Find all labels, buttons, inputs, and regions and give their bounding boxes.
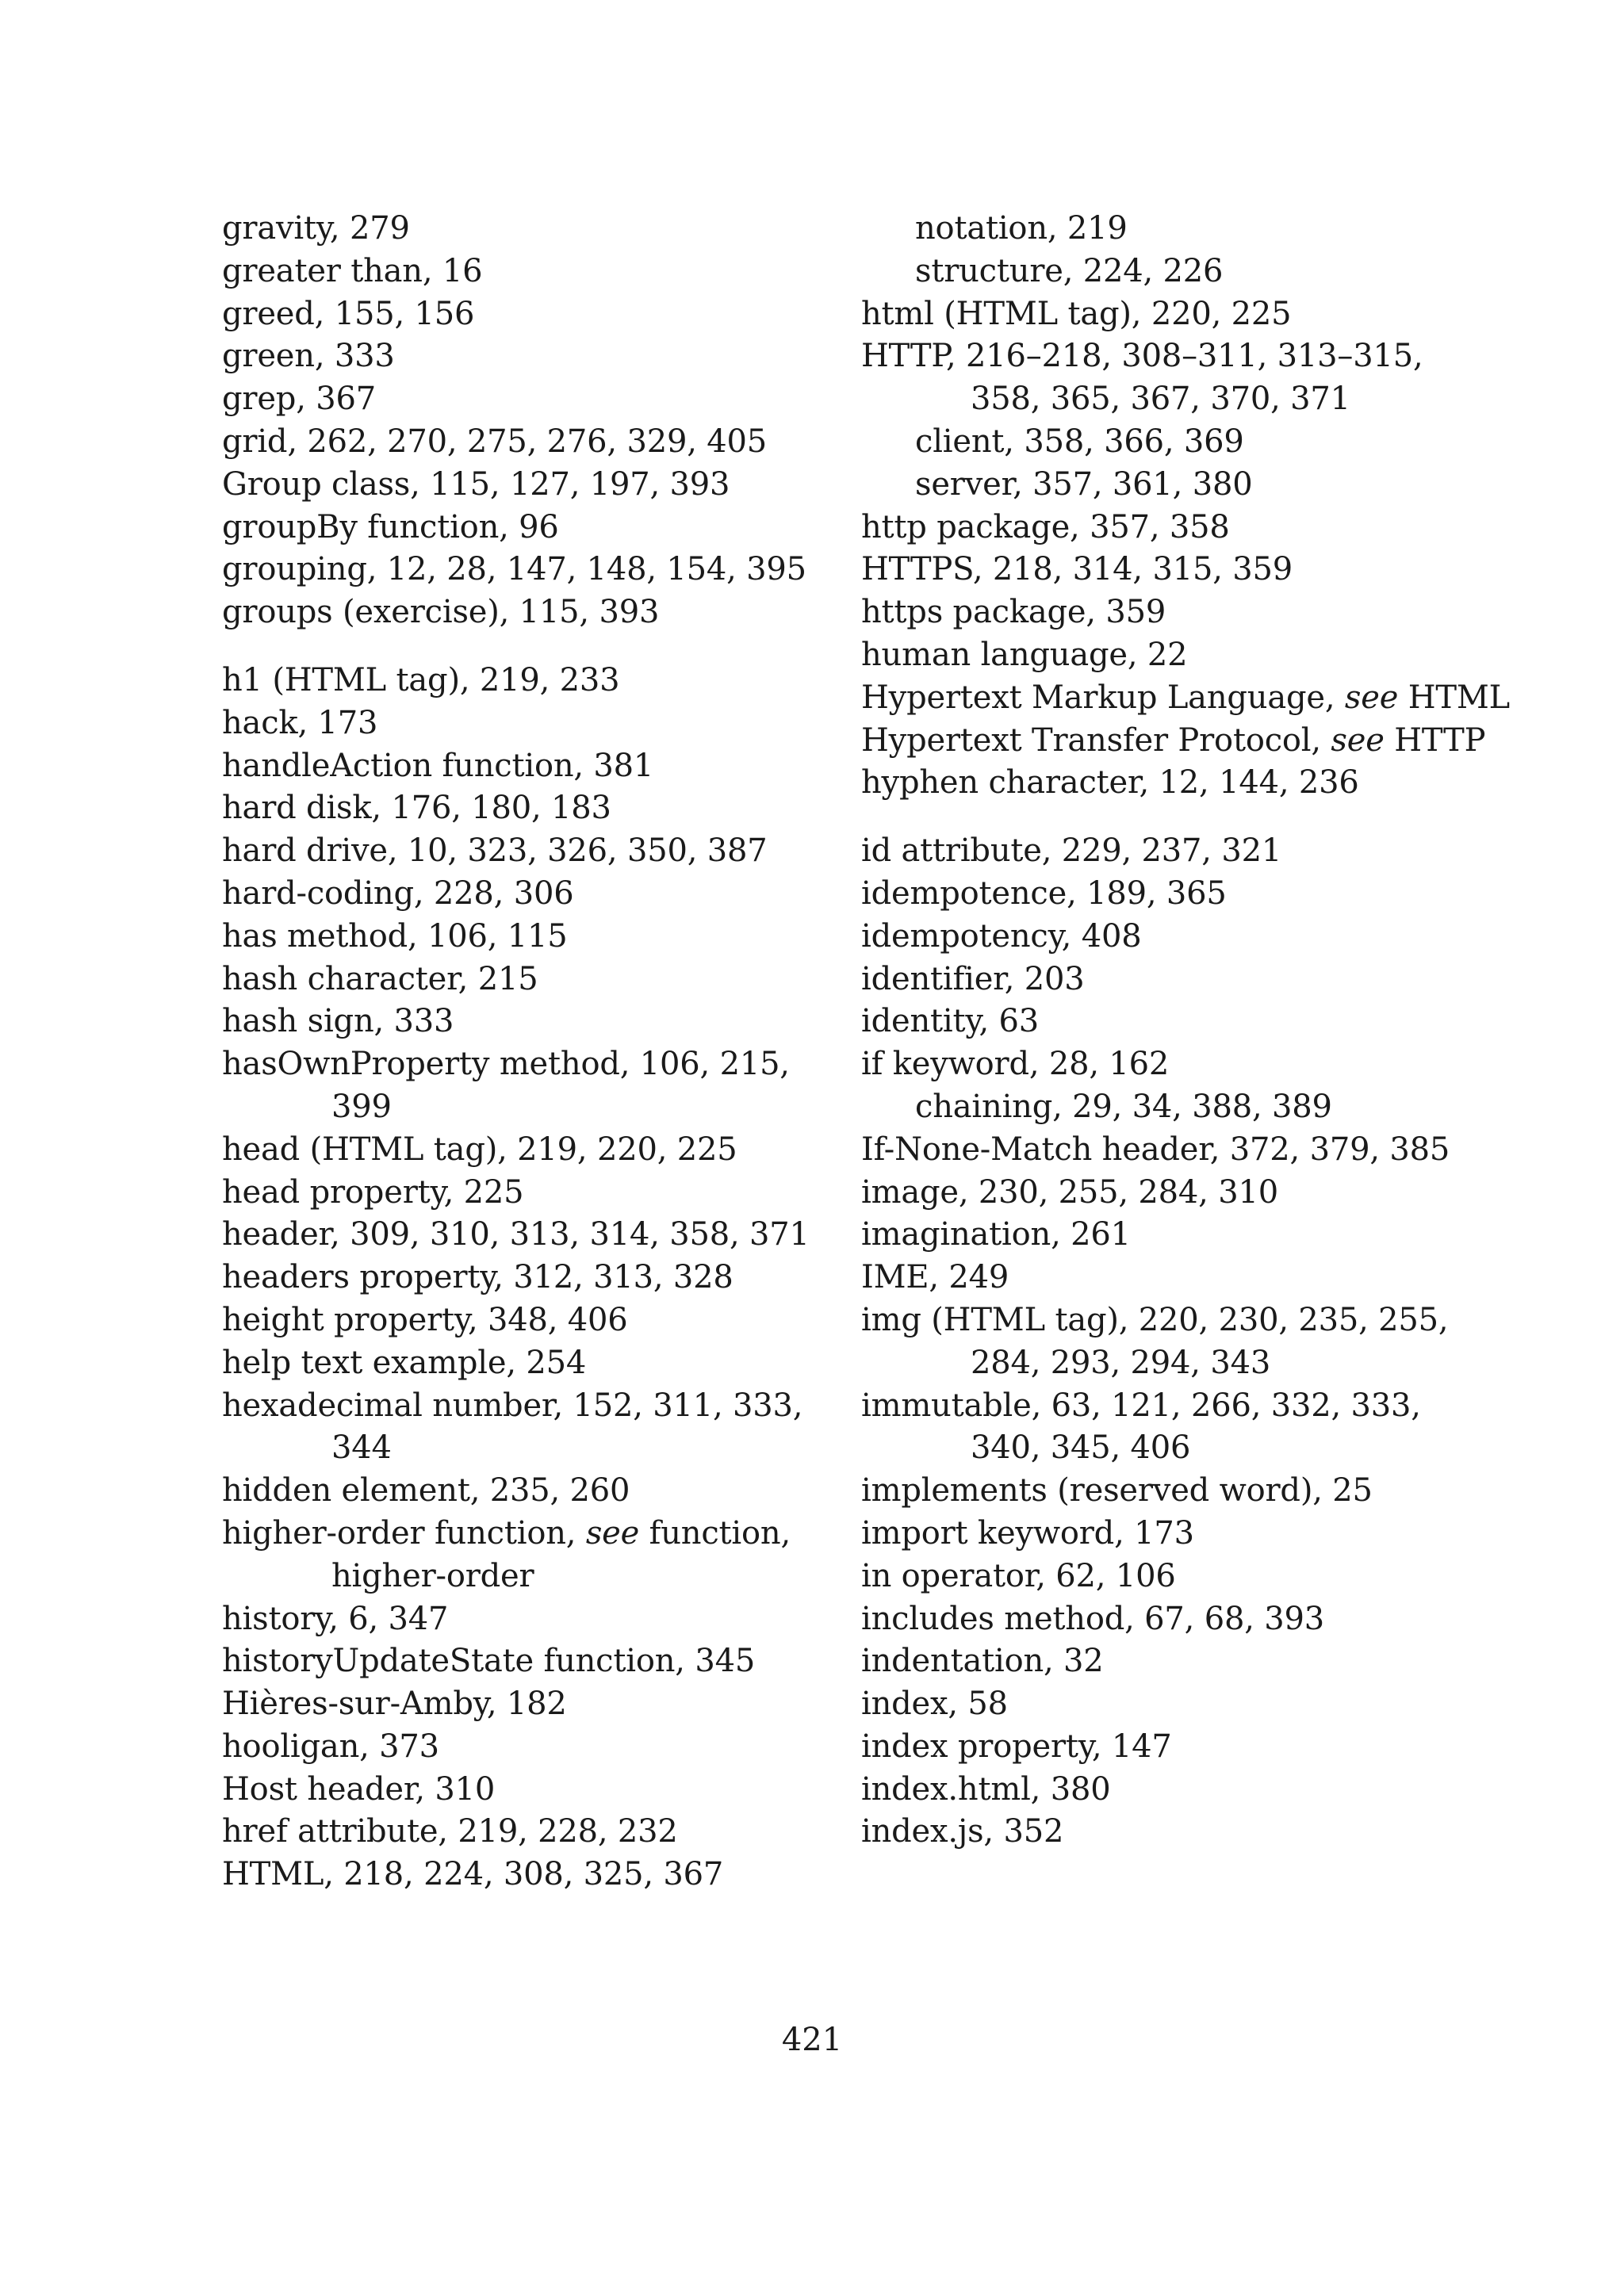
entry-text: function, <box>639 1514 791 1552</box>
see-reference: see <box>1344 679 1399 716</box>
index-subentry: notation, 219 <box>915 210 1128 247</box>
index-entry: in operator, 62, 106 <box>861 1557 1176 1594</box>
index-entry: hyphen character, 12, 144, 236 <box>861 764 1359 802</box>
index-entry: Group class, 115, 127, 197, 393 <box>222 465 730 503</box>
index-entry: idempotence, 189, 365 <box>861 874 1227 912</box>
entry-text: Hypertext Transfer Protocol, <box>861 721 1331 759</box>
index-entry: groups (exercise), 115, 393 <box>222 594 660 631</box>
index-entry: greed, 155, 156 <box>222 295 475 332</box>
index-entry: header, 309, 310, 313, 314, 358, 371 <box>222 1216 810 1253</box>
index-entry: Hières-sur-Amby, 182 <box>222 1686 567 1723</box>
index-entry <box>861 720 1559 763</box>
index-entry: HTTPS, 218, 314, 315, 359 <box>861 551 1293 588</box>
entry-text: higher-order function, <box>222 1514 586 1552</box>
letter-group-gap <box>861 805 1559 830</box>
index-entry: imagination, 261 <box>861 1216 1131 1253</box>
index-column-right <box>861 208 1559 1854</box>
index-entry: image, 230, 255, 284, 310 <box>861 1173 1278 1211</box>
index-entry: idempotency, 408 <box>861 917 1142 955</box>
index-entry-continuation: 399 <box>331 1088 392 1125</box>
index-entry: history, 6, 347 <box>222 1600 449 1637</box>
index-entry: html (HTML tag), 220, 225 <box>861 295 1292 332</box>
index-entry: height property, 348, 406 <box>222 1301 628 1338</box>
index-entry: groupBy function, 96 <box>222 508 559 545</box>
index-entry: hooligan, 373 <box>222 1728 439 1765</box>
index-subentry: structure, 224, 226 <box>915 252 1224 289</box>
index-entry: includes method, 67, 68, 393 <box>861 1600 1324 1637</box>
index-entry: indentation, 32 <box>861 1643 1104 1680</box>
index-entry: Host header, 310 <box>222 1770 496 1808</box>
index-entry: greater than, 16 <box>222 252 483 289</box>
index-entry: IME, 249 <box>861 1259 1009 1296</box>
see-reference: see <box>1331 721 1385 759</box>
see-reference: see <box>585 1514 640 1552</box>
index-entry: gravity, 279 <box>222 210 410 247</box>
index-entry-continuation: 284, 293, 294, 343 <box>971 1344 1271 1381</box>
index-entry-continuation: 340, 345, 406 <box>971 1429 1191 1467</box>
index-entry: has method, 106, 115 <box>222 917 568 955</box>
index-entry: HTML, 218, 224, 308, 325, 367 <box>222 1856 724 1893</box>
index-entry: index.js, 352 <box>861 1813 1064 1850</box>
index-subentry: server, 357, 361, 380 <box>915 465 1253 503</box>
index-entry: hidden element, 235, 260 <box>222 1472 630 1510</box>
letter-group-gap <box>222 634 809 660</box>
index-column-left <box>222 208 809 1896</box>
page-number: 421 <box>781 2022 843 2058</box>
index-entry: handleAction function, 381 <box>222 747 654 784</box>
index-subentry: client, 358, 366, 369 <box>915 423 1244 460</box>
index-entry: hexadecimal number, 152, 311, 333, <box>222 1387 803 1424</box>
index-entry: If-None-Match header, 372, 379, 385 <box>861 1131 1450 1168</box>
index-entry: index.html, 380 <box>861 1770 1111 1808</box>
index-entry: id attribute, 229, 237, 321 <box>861 832 1282 870</box>
index-entry: identifier, 203 <box>861 960 1085 997</box>
index-entry: head property, 225 <box>222 1173 524 1211</box>
index-entry: hard disk, 176, 180, 183 <box>222 790 611 827</box>
index-entry: hasOwnProperty method, 106, 215, <box>222 1046 790 1083</box>
index-entry: grouping, 12, 28, 147, 148, 154, 395 <box>222 551 806 588</box>
index-entry: hack, 173 <box>222 704 378 741</box>
index-entry: headers property, 312, 313, 328 <box>222 1259 733 1296</box>
index-entry: implements (reserved word), 25 <box>861 1472 1373 1510</box>
entry-text: HTML <box>1398 679 1511 716</box>
index-entry: grid, 262, 270, 275, 276, 329, 405 <box>222 423 767 460</box>
index-entry: h1 (HTML tag), 219, 233 <box>222 661 620 698</box>
index-entry: green, 333 <box>222 338 395 375</box>
index-entry: index, 58 <box>861 1686 1008 1723</box>
index-entry: head (HTML tag), 219, 220, 225 <box>222 1131 737 1168</box>
index-entry <box>222 1513 809 1556</box>
index-entry: HTTP, 216–218, 308–311, 313–315, <box>861 338 1423 375</box>
index-entry-continuation: 358, 365, 367, 370, 371 <box>971 381 1350 418</box>
index-subentry: chaining, 29, 34, 388, 389 <box>915 1088 1332 1125</box>
index-entry: immutable, 63, 121, 266, 332, 333, <box>861 1387 1421 1424</box>
index-entry-continuation: 344 <box>331 1429 392 1467</box>
index-entry: href attribute, 219, 228, 232 <box>222 1813 678 1850</box>
index-entry: hash sign, 333 <box>222 1003 454 1040</box>
entry-text: Hypertext Markup Language, <box>861 679 1345 716</box>
index-entry: img (HTML tag), 220, 230, 235, 255, <box>861 1301 1449 1338</box>
index-entry: hash character, 215 <box>222 960 538 997</box>
index-entry: hard drive, 10, 323, 326, 350, 387 <box>222 832 768 870</box>
index-entry: grep, 367 <box>222 381 376 418</box>
index-entry: https package, 359 <box>861 594 1166 631</box>
index-entry: index property, 147 <box>861 1728 1172 1765</box>
index-entry: identity, 63 <box>861 1003 1039 1040</box>
index-entry: http package, 357, 358 <box>861 508 1230 545</box>
index-entry <box>861 677 1559 720</box>
index-entry: import keyword, 173 <box>861 1514 1194 1552</box>
index-entry: help text example, 254 <box>222 1344 587 1381</box>
index-entry: if keyword, 28, 162 <box>861 1046 1170 1083</box>
index-entry: hard-coding, 228, 306 <box>222 874 574 912</box>
index-entry: human language, 22 <box>861 636 1188 673</box>
index-entry: historyUpdateState function, 345 <box>222 1643 756 1680</box>
index-entry-continuation: higher-order <box>331 1557 534 1594</box>
entry-text: HTTP <box>1384 721 1486 759</box>
